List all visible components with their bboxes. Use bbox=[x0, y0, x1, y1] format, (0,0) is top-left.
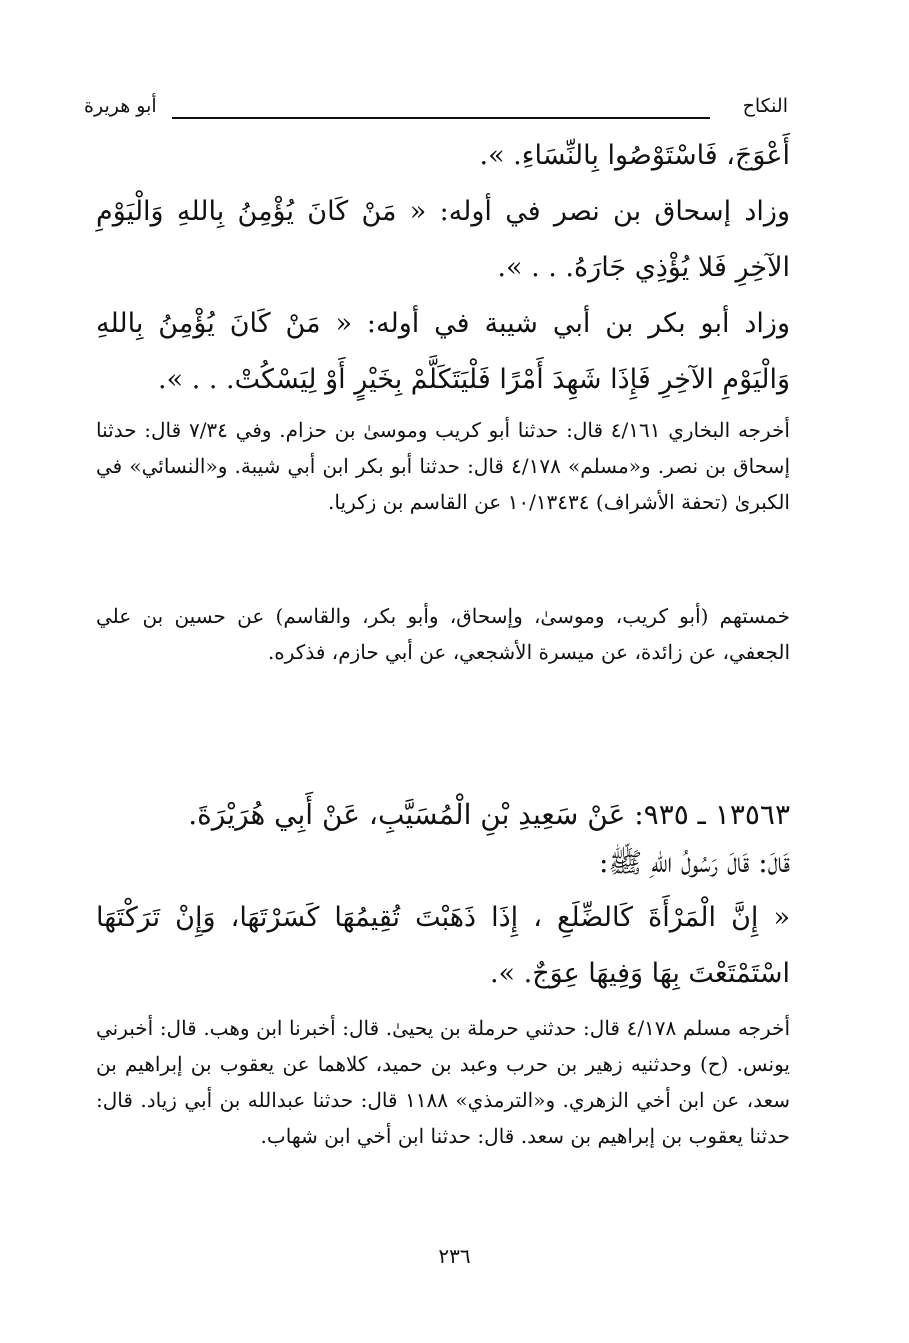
header-narrator-name: أبو هريرة bbox=[84, 95, 157, 117]
header-rule bbox=[172, 117, 710, 119]
takhrij-paragraph-3: أخرجه مسلم ٤/١٧٨ قال: حدثني حرملة بن يحيىٰ. قال: أخبرنا ابن وهب. قال: أخبرني يونس. (ح) وحدثنيه زهير بن حرب وعبد بن حميد، كلاهما عن يعقوب بن إبراهيم بن سعد، عن ابن أخي الزهري. و«الترمذي» ١١٨٨ قال: حدثنا عبدالله بن أبي زياد. قال: حدثنا يعقوب بن إبراهيم بن سعد. قال: حدثنا ابن أخي ابن شهاب. bbox=[96, 1016, 790, 1148]
page-number: ٢٣٦ bbox=[438, 1244, 471, 1268]
hadith-number-line: ١٣٥٦٣ ـ ٩٣٥: عَنْ سَعِيدِ بْنِ الْمُسَيَّبِ، عَنْ أَبِي هُرَيْرَةَ. bbox=[188, 798, 790, 831]
addition-ishaq-paragraph: وزاد إسحاق بن نصر في أوله: « مَنْ كَانَ يُؤْمِنُ بِاللهِ وَالْيَوْمِ الآخِرِ فَلا يُؤْذِي جَارَهُ. . . ». bbox=[96, 196, 790, 283]
hadith-continuation-line: أَعْوَجَ، فَاسْتَوْصُوا بِالنِّسَاءِ. ». bbox=[479, 140, 790, 171]
addition-abu-bakr-paragraph: وزاد أبو بكر بن أبي شيبة في أوله: « مَنْ كَانَ يُؤْمِنُ بِاللهِ وَالْيَوْمِ الآخِرِ فَإِذَا شَهِدَ أَمْرًا فَلْيَتَكَلَّمْ بِخَيْرٍ أَوْ لِيَسْكُتْ. . . ». bbox=[96, 308, 790, 395]
hadith-intro-line: قَالَ: قَالَ رَسُولُ اللهِ ﷺ: bbox=[598, 846, 790, 879]
hadith-text: « إِنَّ الْمَرْأَةَ كَالضِّلَعِ ، إِذَا ذَهَبْتَ تُقِيمُهَا كَسَرْتَهَا، وَإِنْ تَرَكْتَهَا اسْتَمْتَعْتَ بِهَا وَفِيهَا عِوَجٌ. ». bbox=[96, 902, 790, 989]
takhrij-paragraph-1: أخرجه البخاري ٤/١٦١ قال: حدثنا أبو كريب وموسىٰ بن حزام. وفي ٧/٣٤ قال: حدثنا إسحاق بن نصر. و«مسلم» ٤/١٧٨ قال: حدثنا أبو بكر ابن أبي شيبة. و«النسائي» في الكبرىٰ (تحفة الأشراف) ١٠/١٣٤٣٤ عن القاسم بن زكريا. bbox=[96, 418, 790, 514]
running-header bbox=[84, 94, 788, 124]
takhrij-paragraph-2: خمستهم (أبو كريب، وموسىٰ، وإسحاق، وأبو بكر، والقاسم) عن حسين بن علي الجعفي، عن زائدة، عن ميسرة الأشجعي، عن أبي حازم، فذكره. bbox=[96, 604, 790, 664]
header-chapter-title: النكاح bbox=[742, 95, 788, 117]
